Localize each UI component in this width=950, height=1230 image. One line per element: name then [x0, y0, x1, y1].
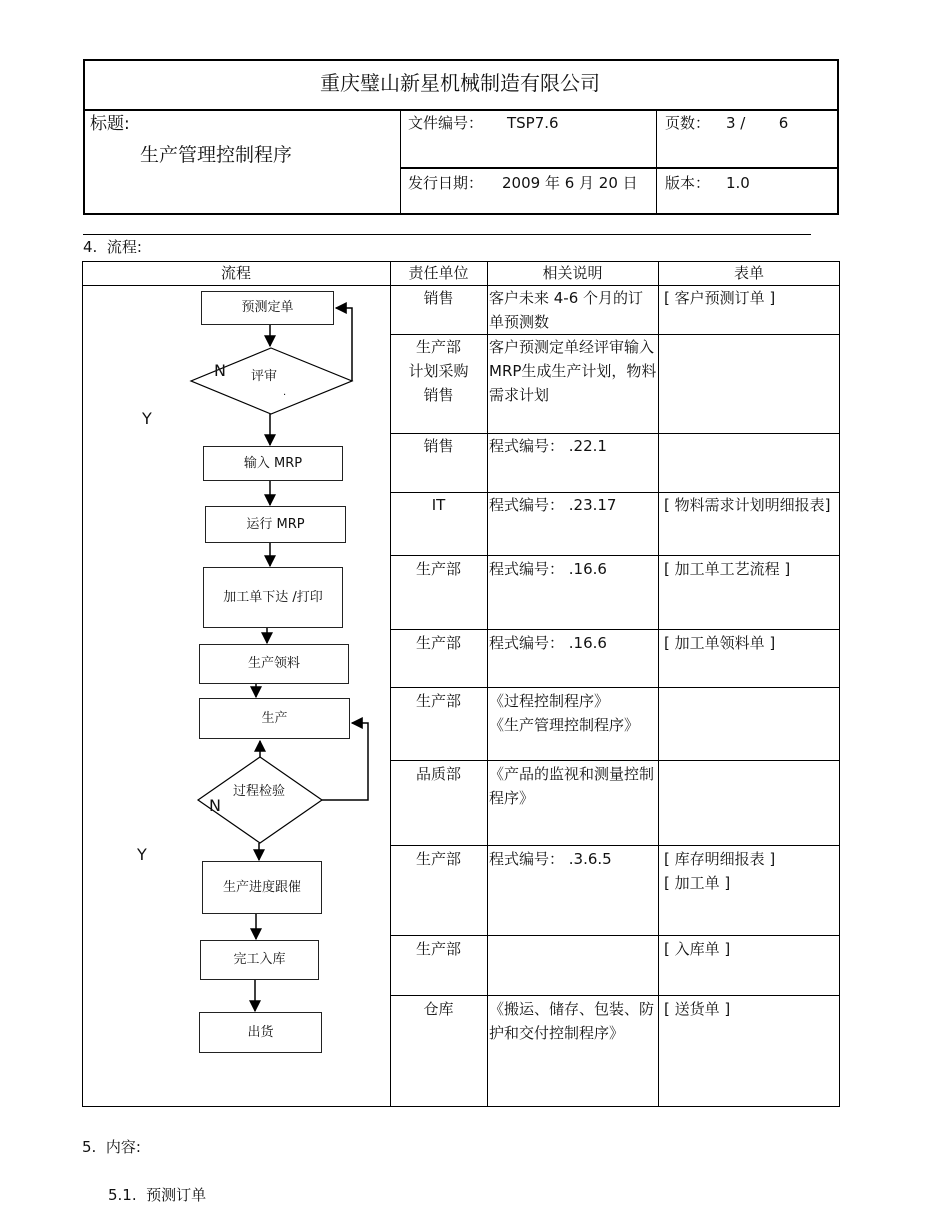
unit-cell: 生产部: [415, 940, 461, 958]
version-label: 版本：: [665, 174, 711, 192]
flow-label-n: N: [214, 361, 226, 380]
form-cell: [ 加工单工艺流程 ]: [664, 560, 791, 578]
desc-cell: 《产品的监视和测量控制程序》: [489, 765, 655, 807]
desc-cell: 程式编号： .22.1: [489, 437, 607, 455]
desc-cell: 《过程控制程序》 《生产管理控制程序》: [489, 692, 640, 734]
col-header-unit: 责任单位: [408, 264, 469, 282]
flow-label-y: Y: [142, 409, 152, 428]
doc-no-value: TSP7.6: [507, 114, 559, 132]
issue-date-label: 发行日期：: [408, 174, 484, 192]
flow-step-run-mrp: 运行 MRP: [205, 506, 346, 543]
desc-cell: 客户未来 4-6 个月的订单预测数: [489, 289, 644, 331]
unit-cell: 销售: [423, 289, 454, 307]
unit-cell: 生产部: [415, 560, 461, 578]
title-label: 标题:: [90, 114, 130, 134]
flow-label-y: Y: [137, 845, 147, 864]
form-cell: [ 物料需求计划明细报表]: [664, 496, 831, 514]
form-cell: [ 加工单领料单 ]: [664, 634, 776, 652]
flow-step-warehouse-in: 完工入库: [200, 940, 319, 980]
unit-cell: 生产部: [415, 850, 461, 868]
unit-cell: 销售: [423, 437, 454, 455]
col-header-form: 表单: [733, 264, 764, 282]
section4-heading: 4. 流程:: [83, 238, 142, 256]
form-cell: [ 客户预测订单 ]: [664, 289, 776, 307]
form-cell: [ 入库单 ]: [664, 940, 731, 958]
flow-step-material: 生产领料: [199, 644, 349, 684]
issue-date-value: 2009 年 6 月 20 日: [502, 174, 638, 192]
desc-cell: 程式编号： .23.17: [489, 496, 617, 514]
pages-label: 页数：: [665, 114, 711, 132]
desc-cell: 程式编号： .3.6.5: [489, 850, 612, 868]
version-value: 1.0: [726, 174, 750, 192]
form-cell: [ 库存明细报表 ] [ 加工单 ]: [664, 850, 776, 892]
unit-cell: 品质部: [415, 765, 461, 783]
form-cell: [ 送货单 ]: [664, 1000, 731, 1018]
pages-value: 3 / 6: [726, 114, 789, 132]
col-header-flow: 流程: [220, 264, 251, 282]
col-header-desc: 相关说明: [542, 264, 603, 282]
flow-step-shipping: 出货: [199, 1012, 322, 1053]
flow-step-inspection: 过程检验: [232, 784, 285, 799]
flow-step-work-order: 加工单下达 /打印: [203, 567, 343, 628]
unit-cell: IT: [431, 496, 446, 514]
company-name: 重庆璧山新星机械制造有限公司: [320, 71, 600, 95]
title-value: 生产管理控制程序: [140, 144, 293, 166]
flow-step-forecast: 预测定单: [201, 291, 334, 325]
desc-cell: 程式编号： .16.6: [489, 634, 607, 652]
unit-cell: 生产部: [415, 634, 461, 652]
flow-review-dot: ·: [283, 390, 287, 401]
desc-cell: 《搬运、储存、包装、防护和交付控制程序》: [489, 1000, 655, 1042]
flow-step-review: 评审: [251, 369, 278, 384]
desc-cell: 客户预测定单经评审输入 MRP生成生产计划，物料需求计划: [489, 338, 657, 404]
flow-step-input-mrp: 输入 MRP: [203, 446, 343, 481]
flow-step-production: 生产: [199, 698, 350, 739]
unit-cell: 生产部 计划采购 销售: [408, 338, 469, 404]
section5-heading: 5. 内容:: [82, 1138, 141, 1156]
unit-cell: 生产部: [415, 692, 461, 710]
unit-cell: 仓库: [423, 1000, 454, 1018]
flow-label-n: N: [209, 796, 221, 815]
doc-no-label: 文件编号：: [408, 114, 484, 132]
desc-cell: 程式编号： .16.6: [489, 560, 607, 578]
flow-step-progress: 生产进度跟催: [202, 861, 322, 914]
section5-sub: 5.1. 预测订单: [108, 1186, 207, 1204]
